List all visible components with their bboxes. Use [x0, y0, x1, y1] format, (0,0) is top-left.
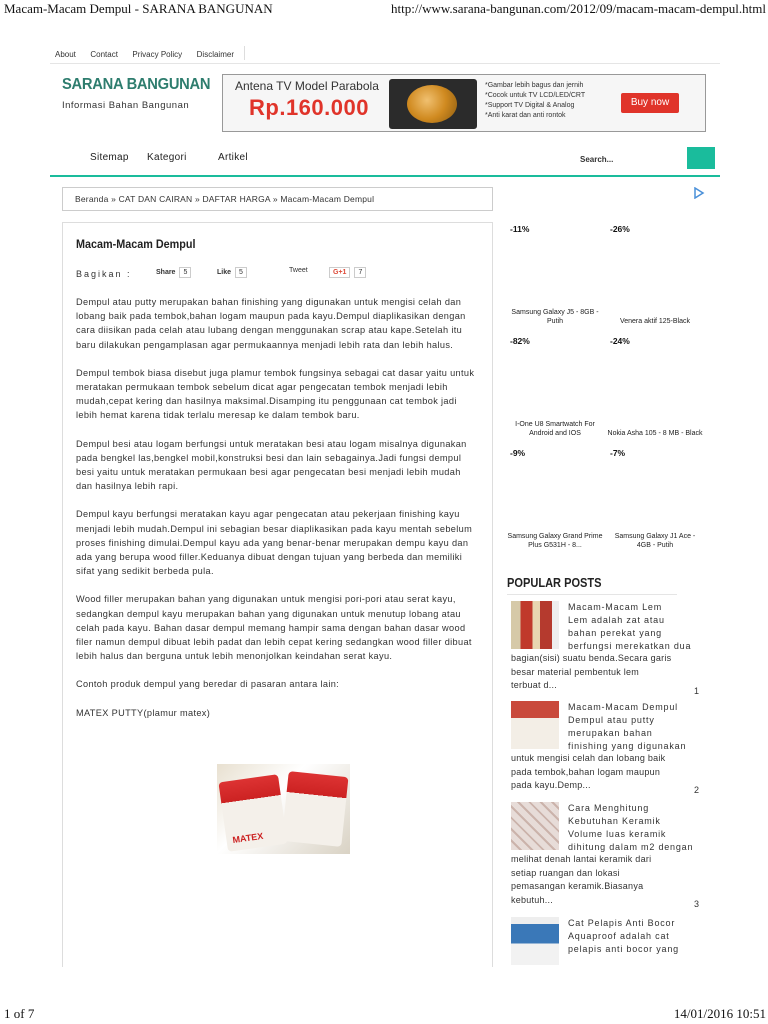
popular-posts-heading: POPULAR POSTS — [507, 575, 677, 595]
product-ad-item[interactable] — [607, 224, 703, 336]
like-button[interactable]: Like 5 — [217, 267, 247, 278]
top-links-bar — [50, 44, 720, 64]
product-ad-item[interactable] — [507, 336, 603, 448]
popular-post-rank: 3 — [693, 899, 699, 909]
product-ad-item[interactable] — [607, 336, 703, 448]
post-title: Macam-Macam Dempul — [76, 237, 196, 251]
share-row — [76, 267, 476, 285]
top-link-disclaimer[interactable]: Disclaimer — [196, 50, 234, 59]
product-name: Samsung Galaxy J5 - 8GB - Putih — [511, 309, 599, 325]
site-description: Informasi Bahan Bangunan — [62, 100, 190, 111]
popular-post-thumbnail[interactable] — [511, 917, 559, 965]
product-discount: -24% — [610, 336, 630, 346]
print-url: http://www.sarana-bangunan.com/2012/09/macam-macam-dempul.html — [391, 1, 766, 16]
print-page-number: 1 of 7 — [4, 1006, 35, 1021]
popular-post-thumbnail[interactable] — [511, 601, 559, 649]
product-discount: -7% — [610, 448, 626, 458]
banner-feature: *Cocok untuk TV LCD/LED/CRT — [485, 92, 586, 99]
popular-post-title[interactable]: Cat Pelapis Anti Bocor Aquaproof adalah cat pelapis anti bocor yang — [568, 918, 679, 954]
share-count: 5 — [179, 267, 191, 278]
product-name: Samsung Galaxy J1 Ace - 4GB - Putih — [614, 533, 696, 549]
post-paragraph: Dempul tembok biasa disebut juga plamur tembok fungsinya sebagai cat dasar yaitu untuk meratakan permukaan tembok sebelum dicat agar pengecatan tembok menjadi lebih mudah,cepat kering dan hasilnya maksimal.Disamping itu penggunaan cat tembok jadi lebih hemat karena tidak terlalu meresap ke dalam tembok baru. — [76, 367, 475, 421]
product-discount: -26% — [610, 224, 630, 234]
popular-post-rank: 1 — [693, 686, 699, 696]
popular-post-snippet: melihat denah lantai keramik dari setiap ruangan dan lokasi pemasangan keramik.Biasanya kebutuh... — [511, 854, 652, 905]
post-paragraph: Wood filler merupakan bahan yang digunakan untuk mengisi pori-pori atau serat kayu, sedangkan dempul kayu merupakan bahan yang digunakan untuk menutup lobang atau celah pada kayu. Bahan dasar dempul memang hampir sama dengan bahan dasar wood filer namun dempul dibuat lebih padat dan lebih cepat kering sedangkan wood filler dibuat lebih halus dan berguna untuk lebih menonjolkan keindahan serat kayu. — [76, 594, 472, 662]
print-footer — [0, 1004, 768, 1024]
popular-post-title[interactable]: Macam-Macam Dempul Dempul atau putty merupakan bahan finishing yang digunakan — [568, 702, 687, 751]
gplus-button[interactable]: G+1 7 — [329, 267, 366, 278]
nav-item-kategori[interactable]: Kategori — [147, 152, 187, 163]
popular-post-thumbnail[interactable] — [511, 701, 559, 749]
product-name: Samsung Galaxy Grand Prime Plus G531H - 8... — [507, 533, 603, 549]
share-label: Bagikan : — [76, 269, 132, 279]
article-container — [62, 222, 493, 967]
banner-ad[interactable] — [222, 74, 706, 132]
popular-post-title[interactable]: Cara Menghitung Kebutuhan Keramik Volume luas keramik dihitung dalam m2 dengan — [568, 803, 694, 852]
product-ad-item[interactable] — [507, 224, 603, 336]
popular-posts — [507, 575, 707, 954]
product-discount: -82% — [510, 336, 530, 346]
bucket-graphic — [282, 771, 349, 847]
like-count: 5 — [235, 267, 247, 278]
banner-product-image — [389, 79, 477, 129]
product-name: Nokia Asha 105 - 8 MB - Black — [607, 430, 703, 437]
banner-buy-now-button[interactable]: Buy now — [621, 93, 679, 113]
post-paragraph: MATEX PUTTY(plamur matex) — [76, 707, 211, 718]
product-discount: -11% — [510, 224, 530, 234]
share-button[interactable]: Share 5 — [156, 267, 191, 278]
popular-post-rank: 2 — [693, 785, 699, 795]
product-ad-item[interactable] — [607, 448, 703, 560]
breadcrumb[interactable]: Beranda » CAT DAN CAIRAN » DAFTAR HARGA » Macam-Macam Dempul — [62, 187, 493, 211]
popular-post-snippet: bagian(sisi) suatu benda.Secara garis besar material pembentuk lem terbuat d... — [511, 653, 672, 691]
top-link-about[interactable]: About — [55, 50, 76, 59]
post-paragraph: Dempul besi atau logam berfungsi untuk meratakan besi atau logam misalnya digunakan pada bengkel las,bengkel mobil,konstruksi besi dan lain sebagainya.Jadi fungsi dempul besi yaitu untuk meratakan permukaan besi agar pengecatan besi menjadi lebih mudah dan hasilnya lebih rapi. — [76, 438, 467, 492]
top-link-privacy-policy[interactable]: Privacy Policy — [132, 50, 183, 59]
post-paragraph: Dempul atau putty merupakan bahan finishing yang digunakan untuk mengisi celah dan lobang baik pada tembok,bahan logam maupun pada kayu.Dempul diaplikasikan dengan cara diisikan pada celah atau lubang dengan menggunakan scrap atau kape.Setelah itu baru dilakukan pengamplasan agar permukaannya menjadi lebih rata dan lebih halus. — [76, 297, 466, 350]
popular-post-snippet: untuk mengisi celah dan lobang baik pada tembok,bahan logam maupun pada kayu.Demp... — [511, 753, 666, 791]
banner-feature: *Anti karat dan anti rontok — [485, 112, 566, 119]
product-name: Venera aktif 125-Black — [619, 318, 691, 325]
product-name: I-One U8 Smartwatch For Android and IOS — [515, 421, 595, 437]
print-header — [0, 0, 768, 18]
top-links-divider — [244, 46, 245, 60]
nav-item-sitemap[interactable]: Sitemap — [90, 152, 129, 163]
banner-feature: *Support TV Digital & Analog — [485, 102, 575, 109]
nav-item-artikel[interactable]: Artikel — [218, 152, 248, 163]
banner-features — [485, 81, 615, 121]
matex-putty-image — [217, 764, 350, 854]
post-paragraph: Dempul kayu berfungsi meratakan kayu agar pengecatan atau pekerjaan finishing kayu menjadi lebih mudah.Dempul ini sebagian besar diaplikasikan pada kayu mentah sebelum proses finishing dimulai.Dempul kayu ada yang benar-benar merupakan dempu kayu dan ada yang berupa wood filler.Keduanya dibuat dengan tujuan yang berbeda dan memiliki sifat yang sedikit berbeda pula. — [76, 509, 473, 577]
top-link-contact[interactable]: Contact — [90, 50, 118, 59]
search-input[interactable] — [580, 149, 680, 169]
popular-post-title[interactable]: Macam-Macam Lem Lem adalah zat atau bahan perekat yang berfungsi merekatkan dua — [568, 602, 692, 651]
bucket-graphic: MATEX — [218, 774, 287, 852]
site-brand — [62, 76, 223, 111]
banner-title: Antena TV Model Parabola — [235, 79, 379, 93]
print-date: 14/01/2016 10:51 — [673, 1006, 766, 1021]
site-title[interactable]: SARANA BANGUNAN — [62, 76, 211, 93]
search-button[interactable] — [687, 147, 715, 169]
product-discount: -9% — [510, 448, 526, 458]
print-page-title: Macam-Macam Dempul - SARANA BANGUNAN — [4, 1, 273, 16]
popular-post-thumbnail[interactable] — [511, 802, 559, 850]
post-body — [76, 295, 476, 734]
post-paragraph: Contoh produk dempul yang beredar di pasaran antara lain: — [76, 679, 340, 690]
adchoices-icon[interactable] — [693, 187, 707, 201]
tweet-button[interactable]: Tweet — [289, 267, 308, 274]
banner-price: Rp.160.000 — [249, 95, 369, 120]
main-nav — [50, 147, 720, 177]
gplus-count: 7 — [354, 267, 366, 278]
banner-feature: *Gambar lebih bagus dan jernih — [485, 82, 584, 89]
product-ad-item[interactable] — [507, 448, 603, 560]
